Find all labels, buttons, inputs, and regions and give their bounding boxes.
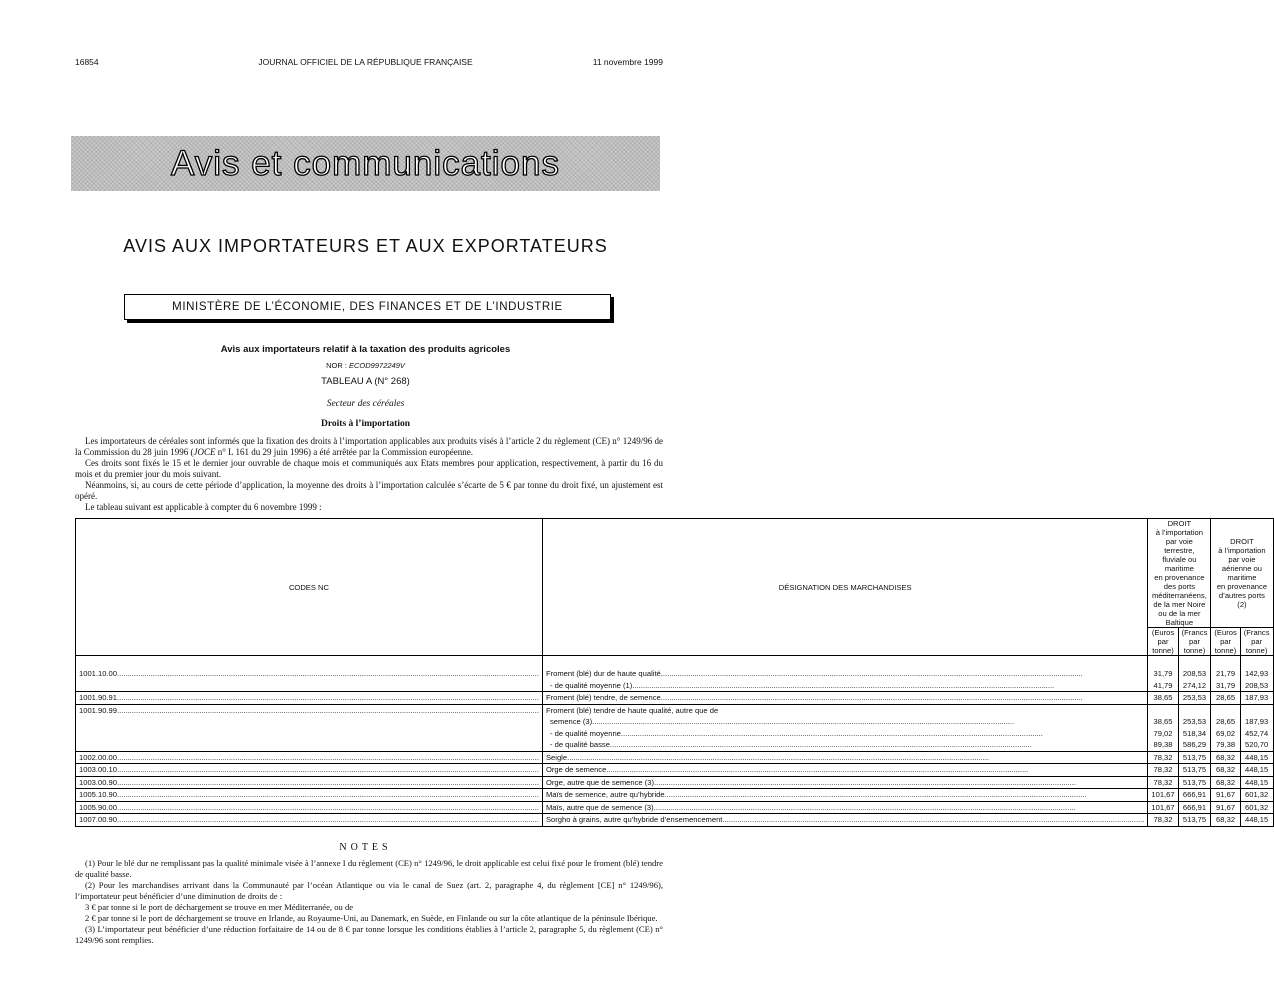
nc-code: 1001.90.99........................................................................................................................................................................................................ — [79, 705, 539, 715]
duty-value-cell — [1240, 764, 1273, 777]
duty-value: 41,79 — [1153, 680, 1173, 690]
duty-value — [1182, 705, 1208, 717]
nc-code: 1003.00.90........................................................................................................................................................................................................ — [79, 777, 539, 787]
duty-value-cell — [1148, 692, 1178, 705]
header-designation: DÉSIGNATION DES MARCHANDISES — [542, 519, 1147, 656]
nor-label: NOR : — [326, 361, 350, 370]
duty-value: 666,91 — [1182, 802, 1207, 812]
duty-value: 142,93 — [1245, 669, 1269, 678]
duty-value: 79,02 — [1153, 728, 1173, 738]
designation: - de qualité basse........................................................................................................................................................................................................ — [549, 740, 1032, 749]
header-line: ou de la mer Baltique — [1158, 609, 1201, 627]
designation-cell — [542, 751, 1147, 764]
notice-subtitle: Droits à l’importation — [320, 419, 410, 429]
header-line: méditerranéens, — [1151, 591, 1207, 600]
duty-value: 79,38 — [1216, 740, 1236, 749]
duty-value: 187,93 — [1245, 693, 1269, 702]
duty-value-cell — [1211, 751, 1240, 764]
duty-value-cell — [1211, 776, 1240, 789]
header-line: à l’importation par voie — [1155, 528, 1204, 546]
header-line: de la mer Noire — [1153, 600, 1206, 609]
duty-value-cell — [1240, 814, 1273, 827]
duty-value-cell — [1178, 692, 1211, 705]
duty-value: 513,75 — [1182, 815, 1207, 824]
nc-code: 1001.90.91........................................................................................................................................................................................................ — [79, 693, 539, 702]
designation: Maïs, autre que de semence (3)........................................................................................................................................................................................................ — [545, 802, 1076, 812]
duty-value: 38,65 — [1153, 693, 1173, 702]
duty-value-cell — [1211, 801, 1240, 814]
duty-value: 78,32 — [1153, 777, 1173, 787]
duty-value: 601,32 — [1245, 802, 1269, 812]
duty-value: 253,53 — [1182, 717, 1207, 726]
nc-code-cell — [76, 692, 543, 705]
nc-code: 1003.00.10........................................................................................................................................................................................................ — [79, 765, 539, 774]
duty-value: 513,75 — [1182, 777, 1207, 787]
table-row — [76, 656, 1274, 692]
table-row — [76, 776, 1274, 789]
duty-value-cell — [1240, 801, 1273, 814]
duty-value-cell — [1178, 704, 1211, 751]
duty-value-cell — [1178, 789, 1211, 802]
duty-value: 68,32 — [1216, 777, 1236, 787]
nc-code: 1005.90.00........................................................................................................................................................................................................ — [79, 802, 539, 812]
header-unit-euros — [1211, 628, 1240, 656]
table-row — [76, 764, 1274, 777]
nc-code: 1005.10.90........................................................................................................................................................................................................ — [79, 790, 539, 799]
designation-cell — [542, 801, 1147, 814]
unit-line: (Francs — [1243, 628, 1270, 637]
banner-title: Avis et communications — [170, 144, 560, 183]
unit-line: (Francs — [1181, 628, 1208, 637]
header-line: d’autres ports (2) — [1218, 591, 1265, 609]
journal-title: JOURNAL OFFICIEL DE LA RÉPUBLIQUE FRANÇAISE — [258, 57, 473, 67]
duty-value: 187,93 — [1245, 717, 1269, 726]
duty-value: 78,32 — [1153, 815, 1173, 824]
duty-value: 89,38 — [1153, 740, 1173, 749]
designation-cell — [542, 764, 1147, 777]
designation: Seigle........................................................................................................................................................................................................ — [545, 752, 990, 762]
table-row — [76, 814, 1274, 827]
duties-table — [75, 518, 1274, 827]
note-item: (3) L’importateur peut bénéficier d’une réduction forfaitaire de 14 ou de 8 € par tonne lorsque les conditions établies à l’article 2, paragraphe 5, du règlement (CE) n° 1249/96 sont remplies. — [75, 924, 663, 945]
header-codes: CODES NC — [76, 519, 543, 656]
designation: Maïs de semence, autre qu’hybride........................................................................................................................................................................................................ — [545, 790, 1087, 799]
nor-code: ECOD9972249V — [349, 361, 405, 370]
duty-value-cell — [1178, 801, 1211, 814]
duty-value: 448,15 — [1245, 777, 1269, 787]
designation-cell — [542, 814, 1147, 827]
duty-value: 601,32 — [1245, 790, 1269, 799]
duty-value-cell — [1211, 692, 1240, 705]
unit-line: par tonne) — [1245, 637, 1268, 655]
issue-date: 11 novembre 1999 — [592, 57, 663, 67]
header-unit-euros — [1148, 628, 1178, 656]
nor-reference — [0, 361, 731, 370]
notes-list — [75, 858, 663, 946]
duty-value: 78,32 — [1153, 765, 1173, 774]
duty-value-cell — [1148, 764, 1178, 777]
designation: - de qualité moyenne........................................................................................................................................................................................................ — [549, 728, 1043, 738]
unit-line: par tonne) — [1152, 637, 1174, 655]
duty-value: 208,53 — [1182, 669, 1207, 678]
intro-paragraph: Le tableau suivant est applicable à compter du 6 novembre 1999 : — [85, 502, 322, 512]
notes-title: NOTES — [339, 842, 392, 853]
duty-value-cell — [1240, 656, 1273, 692]
duty-value: 448,15 — [1245, 752, 1269, 762]
duty-value: 586,29 — [1182, 740, 1207, 749]
header-line: DROIT — [1167, 519, 1192, 528]
header-line: aérienne ou maritime — [1221, 564, 1262, 582]
table-row — [76, 751, 1274, 764]
designation-cell — [542, 692, 1147, 705]
nc-code-cell — [76, 764, 543, 777]
duty-value-cell — [1240, 789, 1273, 802]
table-row — [76, 801, 1274, 814]
duty-value-cell — [1148, 776, 1178, 789]
designation: Sorgho à grains, autre qu’hybride d’ensemencement........................................................................................................................................................................................................ — [545, 815, 1145, 824]
duty-value-cell — [1148, 704, 1178, 751]
designation-cell — [542, 656, 1147, 692]
designation: Froment (blé) tendre, de semence........................................................................................................................................................................................................ — [545, 693, 1083, 702]
table-row — [76, 789, 1274, 802]
duty-value: 31,79 — [1153, 669, 1173, 678]
duty-value: 69,02 — [1216, 728, 1236, 738]
duty-value-cell — [1148, 751, 1178, 764]
intro-paragraph: Néanmoins, si, au cours de cette période d’application, la moyenne des droits à l’importation calculée s’écarte de 5 € par tonne du droit fixé, un ajustement est opéré. — [75, 480, 663, 501]
duty-value: 520,70 — [1245, 740, 1269, 749]
duty-value: 518,34 — [1182, 728, 1207, 738]
section-banner — [71, 136, 660, 191]
nc-code-cell — [76, 801, 543, 814]
table-row — [76, 692, 1274, 705]
duty-value-cell — [1178, 656, 1211, 692]
duty-value-cell — [1148, 789, 1178, 802]
duty-value: 208,53 — [1245, 680, 1269, 690]
duty-value-cell — [1178, 814, 1211, 827]
intro-paragraph: Les importateurs de céréales sont informés que la fixation des droits à l’importation applicables aux produits visés à l’article 2 du règlement (CE) n° 1249/96 de la Commission du 28 juin 1996 (JOCE n° L 161 du 29 juin 1996) a été arrêtée par la Commission européenne. — [75, 436, 663, 457]
header-unit-francs — [1178, 628, 1211, 656]
duty-value-cell — [1240, 776, 1273, 789]
duty-value: 31,79 — [1216, 680, 1236, 690]
intro-paragraph: Ces droits sont fixés le 15 et le dernier jour ouvrable de chaque mois et communiqués aux Etats membres pour application, respectivement, à partir du 16 du mois et du premier jour du mois suivant. — [75, 458, 663, 479]
duty-value: 28,65 — [1216, 717, 1236, 726]
table-label: TABLEAU A (N° 268) — [321, 376, 410, 387]
duty-value — [1214, 705, 1236, 717]
duty-value: 448,15 — [1245, 815, 1269, 824]
duty-value-cell — [1178, 751, 1211, 764]
nc-code: 1007.00.90........................................................................................................................................................................................................ — [79, 815, 539, 824]
duty-value: 38,65 — [1153, 717, 1173, 726]
nc-code-cell — [76, 789, 543, 802]
header-unit-francs — [1240, 628, 1273, 656]
duty-value: 28,65 — [1216, 693, 1236, 702]
note-item: 2 € par tonne si le port de déchargement se trouve en Irlande, au Royaume-Uni, au Danemark, en Suède, en Finlande ou sur la côte atlantique de la péninsule Ibérique. — [85, 913, 658, 923]
duty-value: 91,67 — [1216, 790, 1236, 799]
duty-value-cell — [1148, 656, 1178, 692]
duty-value-cell — [1240, 751, 1273, 764]
duty-value: 452,74 — [1245, 728, 1269, 738]
duty-value: 68,32 — [1216, 765, 1236, 774]
note-item: (1) Pour le blé dur ne remplissant pas la qualité minimale visée à l’annexe I du règlement (CE) n° 1249/96, le droit applicable est celui fixé pour le froment (blé) tendre de qualité basse. — [75, 858, 663, 879]
notice-title: Avis aux importateurs relatif à la taxation des produits agricoles — [220, 344, 511, 355]
duty-value-cell — [1211, 656, 1240, 692]
duty-value: 101,67 — [1151, 802, 1175, 812]
designation-cell — [542, 776, 1147, 789]
table-row — [76, 704, 1274, 751]
duty-value-cell — [1211, 789, 1240, 802]
header-group-other-ports — [1211, 519, 1273, 628]
duty-value-cell — [1178, 776, 1211, 789]
designation: Froment (blé) tendre de haute qualité, autre que de — [545, 705, 719, 715]
designation: Froment (blé) dur de haute qualité........................................................................................................................................................................................................ — [545, 669, 1083, 678]
duty-value: 253,53 — [1182, 693, 1207, 702]
note-item: 3 € par tonne si le port de déchargement se trouve en mer Méditerranée, ou de — [85, 902, 354, 912]
duty-value: 101,67 — [1151, 790, 1175, 799]
nc-code: 1001.10.00........................................................................................................................................................................................................ — [79, 669, 539, 678]
duty-value-cell — [1211, 814, 1240, 827]
unit-line: (Euros — [1151, 628, 1175, 637]
page-number: 16854 — [75, 57, 99, 67]
nc-code-cell — [76, 751, 543, 764]
duty-value: 91,67 — [1216, 802, 1236, 812]
designation: - de qualité moyenne (1)........................................................................................................................................................................................................ — [549, 680, 1055, 690]
designation-cell — [542, 704, 1147, 751]
unit-line: par tonne) — [1214, 637, 1237, 655]
duty-value-cell — [1148, 814, 1178, 827]
note-item: (2) Pour les marchandises arrivant dans la Communauté par l’océan Atlantique ou via le canal de Suez (art. 2, paragraphe 4, du règlement [CE] n° 1249/96), l’importateur peut bénéficier d’une diminution de droits de : — [75, 880, 663, 901]
intro-text — [75, 436, 663, 513]
section-title: AVIS AUX IMPORTATEURS ET AUX EXPORTATEURS — [123, 236, 608, 256]
header-line: à l’importation par voie — [1218, 546, 1266, 564]
duty-value: 68,32 — [1216, 752, 1236, 762]
header-line: en provenance — [1216, 582, 1268, 591]
nc-code-cell — [76, 776, 543, 789]
nc-code-cell — [76, 704, 543, 751]
header-line: terrestre, fluviale ou maritime — [1162, 546, 1197, 573]
duty-value-cell — [1211, 764, 1240, 777]
duty-value-cell — [1178, 764, 1211, 777]
header-line: en provenance des ports — [1154, 573, 1205, 591]
designation: semence (3)........................................................................................................................................................................................................ — [549, 717, 1015, 726]
designation-cell — [542, 789, 1147, 802]
duty-value-cell — [1211, 704, 1240, 751]
duty-value-cell — [1240, 692, 1273, 705]
designation: Orge de semence........................................................................................................................................................................................................ — [545, 765, 1029, 774]
duty-value: 21,79 — [1216, 669, 1236, 678]
duty-value: 666,91 — [1182, 790, 1207, 799]
ministry-box: MINISTÈRE DE L’ÉCONOMIE, DES FINANCES ET DE L’INDUSTRIE — [124, 294, 611, 320]
nc-code: 1002.00.00........................................................................................................................................................................................................ — [79, 752, 539, 762]
unit-line: (Euros — [1214, 628, 1237, 637]
nc-code-cell — [76, 814, 543, 827]
header-group-mediterranean — [1148, 519, 1211, 628]
sector-label: Secteur des céréales — [326, 399, 405, 409]
duty-value-cell — [1148, 801, 1178, 814]
duty-value: 448,15 — [1245, 765, 1269, 774]
duty-value-cell — [1240, 704, 1273, 751]
nc-code-cell — [76, 656, 543, 692]
duty-value — [1151, 705, 1174, 717]
designation: Orge, autre que de semence (3)........................................................................................................................................................................................................ — [545, 777, 1076, 787]
duty-value: 513,75 — [1182, 765, 1207, 774]
duty-value — [1244, 705, 1270, 717]
unit-line: par tonne) — [1183, 637, 1206, 655]
header-line: DROIT — [1230, 537, 1254, 546]
duty-value: 274,12 — [1182, 680, 1207, 690]
duty-value: 78,32 — [1153, 752, 1173, 762]
duty-value: 513,75 — [1182, 752, 1207, 762]
duty-value: 68,32 — [1216, 815, 1236, 824]
